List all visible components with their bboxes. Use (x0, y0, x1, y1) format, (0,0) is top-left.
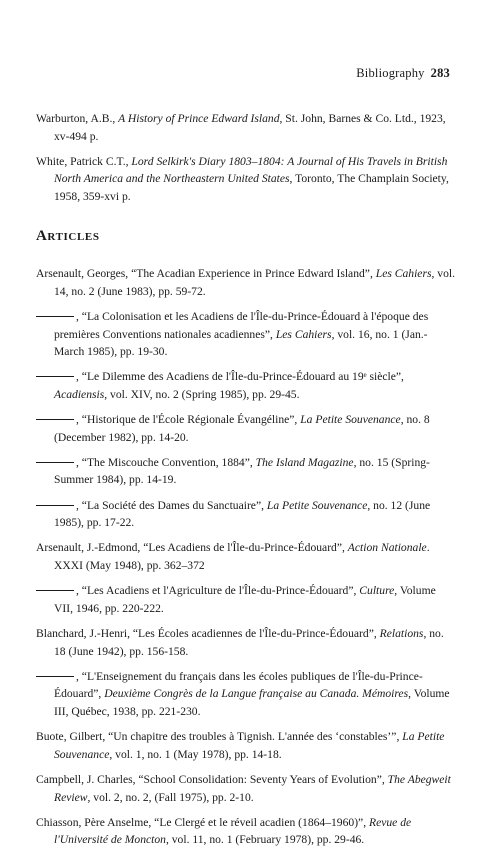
entry-details: , no. 15 (Spring-Summer 1984), pp. 14-19. (54, 455, 430, 487)
entry-details: , Volume VII, 1946, pp. 220-222. (54, 584, 436, 615)
entry-lead: Blanchard, J.-Henri, “Les Écoles acadiennes de l'Île-du-Prince-Édouard”, (36, 627, 380, 640)
entry-lead: , “L'Enseignement du français dans les écoles publiques de l'Île-du-Prince-Édouard”, (54, 669, 423, 701)
entry-title: Lord Selkirk's Diary 1803–1804: A Journal of His Travels in British North America and the Northeastern United States (54, 154, 448, 186)
entry-details: . XXXI (May 1948), pp. 362–372 (54, 541, 430, 573)
entry-details: , vol. 1, no. 1 (May 1978), pp. 14-18. (109, 747, 282, 761)
bibliography-entry (36, 539, 456, 574)
entry-details: , no. 18 (June 1942), pp. 156-158. (54, 627, 444, 658)
bibliography-entry (36, 668, 456, 721)
entry-details: , vol. 2, no. 2, (Fall 1975), pp. 2-10. (87, 790, 254, 804)
entry-source: La Petite Souvenance (300, 413, 401, 427)
entry-source: Revue de l'Université de Moncton (54, 815, 412, 847)
repeat-author-rule (36, 505, 74, 506)
running-header (356, 66, 450, 81)
entry-lead: , “Historique de l'École Régionale Évangéline”, (76, 413, 301, 427)
entry-lead: , “Les Acadiens et l'Agriculture de l'Île-du-Prince-Édouard”, (76, 584, 360, 598)
entry-source: Relations (379, 627, 424, 640)
repeat-author-rule (36, 462, 74, 463)
entry-lead: , “The Miscouche Convention, 1884”, (76, 455, 256, 469)
entry-title: A History of Prince Edward Island (118, 112, 280, 125)
entry-lead: Chiasson, Père Anselme, “Le Clergé et le réveil acadien (1864–1960)”, (36, 815, 369, 829)
bibliography-entry (36, 497, 456, 532)
running-title: Bibliography (356, 66, 425, 80)
bibliography-entry (36, 771, 456, 806)
bibliography-entry (36, 265, 456, 300)
bibliography-entry (36, 308, 456, 361)
page-number: 283 (430, 66, 450, 80)
entry-details: , Toronto, The Champlain Society, 1958, 359-xvi p. (54, 172, 449, 203)
entry-author: Warburton, A.B., (36, 112, 119, 125)
books-section (36, 110, 456, 206)
bibliography-entry (36, 411, 456, 446)
bibliography-entry (36, 454, 456, 489)
repeat-author-rule (36, 590, 74, 591)
entry-source: La Petite Souvenance (54, 730, 445, 761)
entry-details: , St. John, Barnes & Co. Ltd., 1923, xv-494 p. (54, 112, 446, 143)
entry-source: Deuxième Congrès de la Langue française au Canada. Mémoires (104, 687, 409, 701)
entry-lead: Arsenault, J.-Edmond, “Les Acadiens de l'Île-du-Prince-Édouard”, (36, 541, 348, 555)
entry-lead: , “Le Dilemme des Acadiens de l'Île-du-Prince-Édouard au 19ᵉ siècle”, (76, 370, 404, 384)
entry-source: Culture (359, 584, 395, 598)
entry-author: White, Patrick C.T., (36, 154, 132, 168)
entry-source: Action Nationale (347, 541, 427, 555)
bibliography-entry (36, 728, 456, 763)
bibliography-entry (36, 110, 456, 145)
repeat-author-rule (36, 676, 74, 677)
entry-source: La Petite Souvenance (266, 498, 368, 512)
repeat-author-rule (36, 419, 74, 420)
entry-source: Acadiensis (54, 387, 105, 401)
entry-lead: , “La Société des Dames du Sanctuaire”, (76, 498, 267, 512)
entry-details: , vol. 16, no. 1 (Jan.-March 1985), pp. 19-30. (54, 327, 428, 359)
repeat-author-rule (36, 316, 74, 317)
entry-details: , Volume III, Québec, 1938, pp. 221-230. (54, 687, 450, 718)
entry-details: , no. 8 (December 1982), pp. 14-20. (54, 413, 430, 444)
articles-list (36, 265, 456, 849)
entry-lead: Buote, Gilbert, “Un chapitre des troubles à Tignish. L'année des ‘constables’”, (36, 730, 403, 744)
entry-details: , vol. 11, no. 1 (February 1978), pp. 29-46. (165, 833, 365, 847)
entry-lead: , “La Colonisation et les Acadiens de l'Île-du-Prince-Édouard à l'époque des premières Conventions nationales acadiennes”, (54, 309, 429, 341)
entry-source: The Island Magazine (255, 455, 354, 469)
bibliography-entry (36, 814, 456, 849)
bibliography-entry (36, 153, 456, 206)
bibliography-entry (36, 625, 456, 660)
entry-source: Les Cahiers (375, 267, 432, 281)
entry-details: , no. 12 (June 1985), pp. 17-22. (54, 498, 431, 530)
entry-lead: Arsenault, Georges, “The Acadian Experience in Prince Edward Island”, (36, 267, 376, 281)
section-heading: Articles (36, 227, 100, 244)
bibliography-entry (36, 368, 456, 403)
bibliography-entry (36, 582, 456, 617)
entry-details: , vol. XIV, no. 2 (Spring 1985), pp. 29-45. (104, 387, 300, 401)
bibliography-body (36, 110, 456, 857)
entry-details: , vol. 14, no. 2 (June 1983), pp. 59-72. (54, 267, 455, 298)
repeat-author-rule (36, 376, 74, 377)
entry-source: Les Cahiers (275, 327, 332, 341)
entry-source: The Abegweit Review (54, 772, 451, 804)
entry-lead: Campbell, J. Charles, “School Consolidation: Seventy Years of Evolution”, (36, 772, 388, 786)
